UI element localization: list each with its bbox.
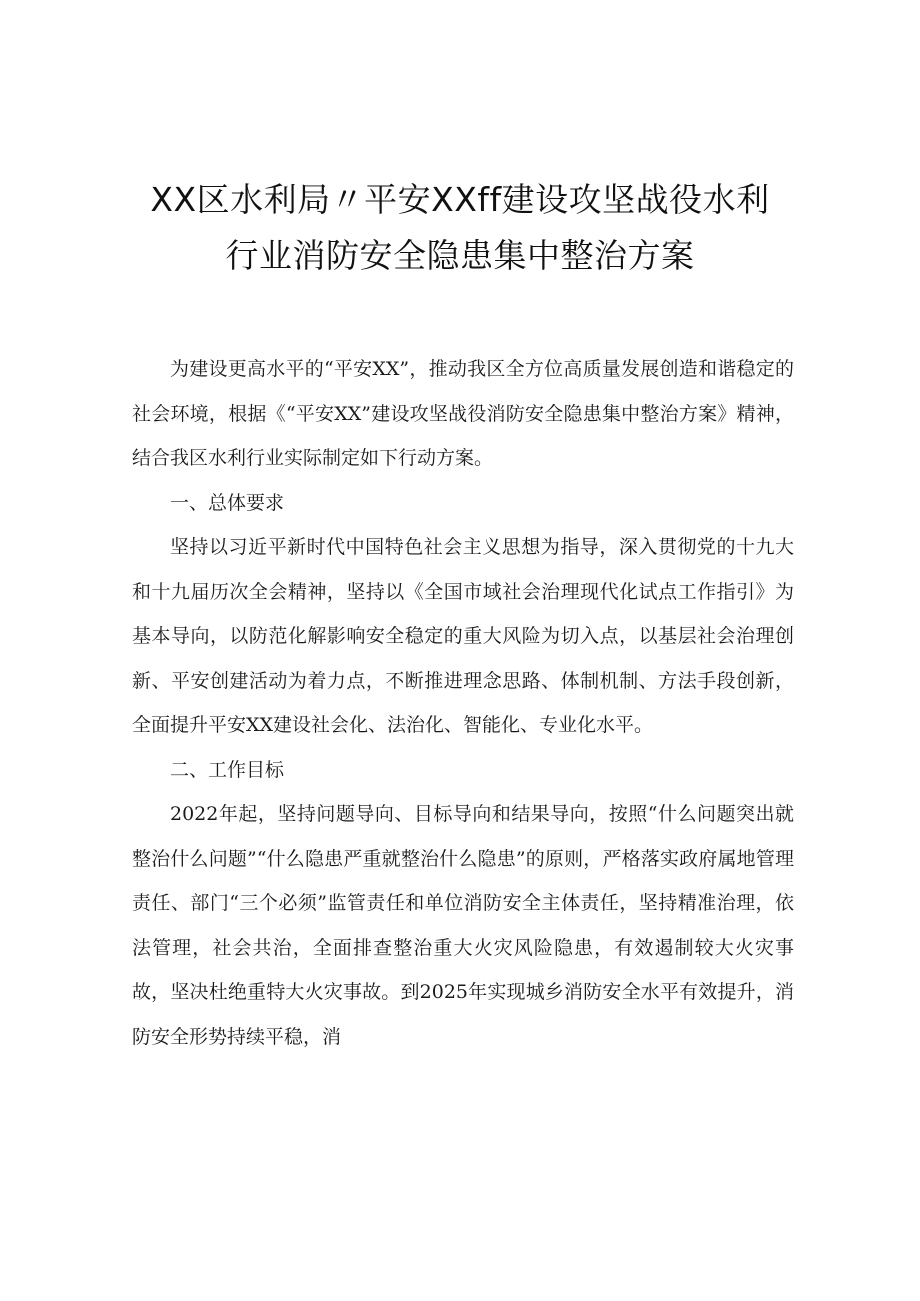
general-requirements-paragraph: 坚持以习近平新时代中国特色社会主义思想为指导，深入贯彻党的十九大和十九届历次全会精神，坚持以《全国市域社会治理现代化试点工作指引》为基本导向，以防范化解影响安全稳定的重大风险为切入点，以基层社会治理创新、平安创建活动为着力点，不断推进理念思路、体制机制、方法手段创新，全面提升平安XX建设社会化、法治化、智能化、专业化水平。 [132, 536, 794, 736]
document-body [132, 347, 794, 1059]
work-goals-paragraph: 2022年起，坚持问题导向、目标导向和结果导向，按照“什么问题突出就整治什么问题”“什么隐患严重就整治什么隐患”的原则，严格落实政府属地管理责任、部门“三个必须”监管责任和单位消防安全主体责任，坚持精准治理，依法管理，社会共治，全面排查整治重大火灾风险隐患，有效遏制较大火灾事故，坚决杜绝重特大火灾事故。到2025年实现城乡消防安全水平有效提升，消防安全形势持续平稳，消 [132, 803, 794, 1048]
intro-paragraph: 为建设更高水平的“平安XX”，推动我区全方位高质量发展创造和谐稳定的社会环境，根据《“平安XX”建设攻坚战役消防安全隐患集中整治方案》精神，结合我区水利行业实际制定如下行动方案。 [132, 358, 794, 469]
section-heading-work-goals: 二、工作目标 [170, 758, 285, 781]
document-title-line-1: XX区水利局〃平安XXff建设攻坚战役水利 [150, 180, 770, 219]
document-title-line-2: 行业消防安全隐患集中整治方案 [225, 236, 695, 275]
section-heading-general-requirements: 一、总体要求 [170, 491, 285, 514]
